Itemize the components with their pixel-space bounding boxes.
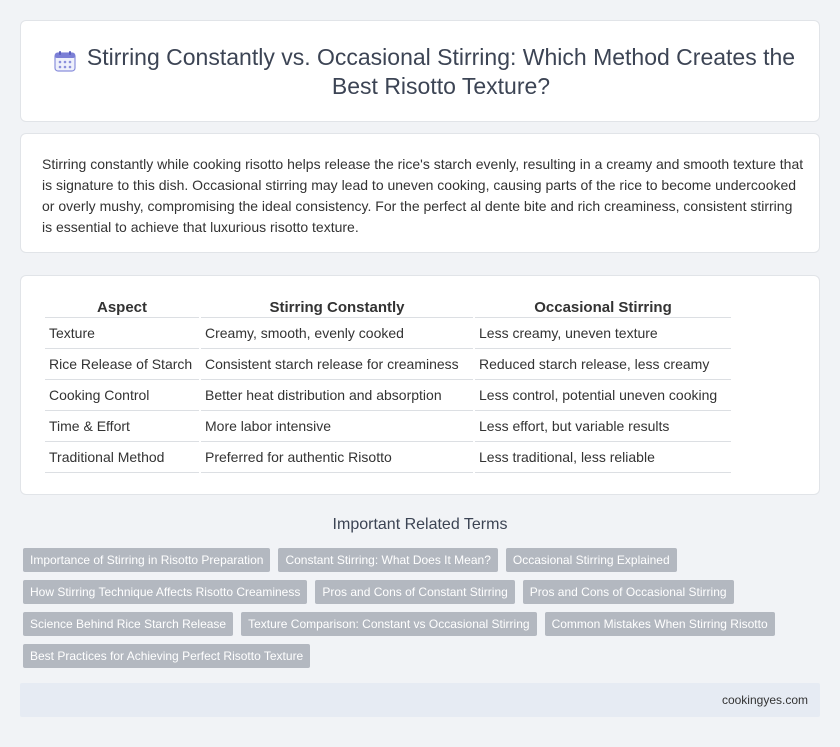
related-terms-title: Important Related Terms <box>332 516 508 533</box>
table-row <box>45 349 731 380</box>
cell-aspect: Time & Effort <box>45 411 199 442</box>
header-occasional-stirring: Occasional Stirring <box>475 296 731 318</box>
related-tag[interactable]: Pros and Cons of Constant Stirring <box>315 580 514 604</box>
calendar-icon <box>53 49 77 73</box>
comparison-card <box>20 275 820 495</box>
header-stirring-constantly: Stirring Constantly <box>201 296 473 318</box>
cell-constant: More labor intensive <box>201 411 473 442</box>
header-inner <box>21 21 821 123</box>
page-title: Stirring Constantly vs. Occasional Stirring: Which Method Creates the Best Risotto Texture? <box>86 44 796 99</box>
cell-aspect: Traditional Method <box>45 442 199 473</box>
related-tags <box>23 548 813 668</box>
comparison-table <box>43 296 733 473</box>
cell-occasional: Less creamy, uneven texture <box>475 318 731 349</box>
intro-paragraph: Stirring constantly while cooking risotto helps release the rice's starch evenly, resulting in a creamy and smooth texture that is signature to this dish. Occasional stirring may lead to uneven cooking, causing parts of the rice to become undercooked or overly mushy, compromising the ideal consistency. For the perfect al dente bite and rich creaminess, consistent stirring is essential to achieve that luxurious risotto texture. <box>42 156 804 235</box>
cell-constant: Creamy, smooth, evenly cooked <box>201 318 473 349</box>
related-tag[interactable]: How Stirring Technique Affects Risotto Creaminess <box>23 580 307 604</box>
cell-constant: Consistent starch release for creaminess <box>201 349 473 380</box>
table-row <box>45 411 731 442</box>
cell-occasional: Less effort, but variable results <box>475 411 731 442</box>
cell-constant: Better heat distribution and absorption <box>201 380 473 411</box>
footer-site-name[interactable]: cookingyes.com <box>721 693 808 707</box>
cell-occasional: Less traditional, less reliable <box>475 442 731 473</box>
related-tag[interactable]: Constant Stirring: What Does It Mean? <box>278 548 497 572</box>
cell-constant: Preferred for authentic Risotto <box>201 442 473 473</box>
related-tag[interactable]: Common Mistakes When Stirring Risotto <box>545 612 775 636</box>
cell-occasional: Less control, potential uneven cooking <box>475 380 731 411</box>
table-header-row <box>45 296 731 318</box>
header-aspect: Aspect <box>45 296 199 318</box>
cell-occasional: Reduced starch release, less creamy <box>475 349 731 380</box>
intro-card <box>20 133 820 253</box>
table-row <box>45 442 731 473</box>
table-row <box>45 380 731 411</box>
table-row <box>45 318 731 349</box>
related-tag[interactable]: Science Behind Rice Starch Release <box>23 612 233 636</box>
related-tag[interactable]: Importance of Stirring in Risotto Preparation <box>23 548 270 572</box>
cell-aspect: Rice Release of Starch <box>45 349 199 380</box>
cell-aspect: Texture <box>45 318 199 349</box>
related-tag[interactable]: Occasional Stirring Explained <box>506 548 677 572</box>
header-card <box>20 20 820 122</box>
footer <box>20 683 820 717</box>
related-tag[interactable]: Pros and Cons of Occasional Stirring <box>523 580 734 604</box>
related-tag[interactable]: Texture Comparison: Constant vs Occasional Stirring <box>241 612 536 636</box>
related-tag[interactable]: Best Practices for Achieving Perfect Risotto Texture <box>23 644 310 668</box>
cell-aspect: Cooking Control <box>45 380 199 411</box>
